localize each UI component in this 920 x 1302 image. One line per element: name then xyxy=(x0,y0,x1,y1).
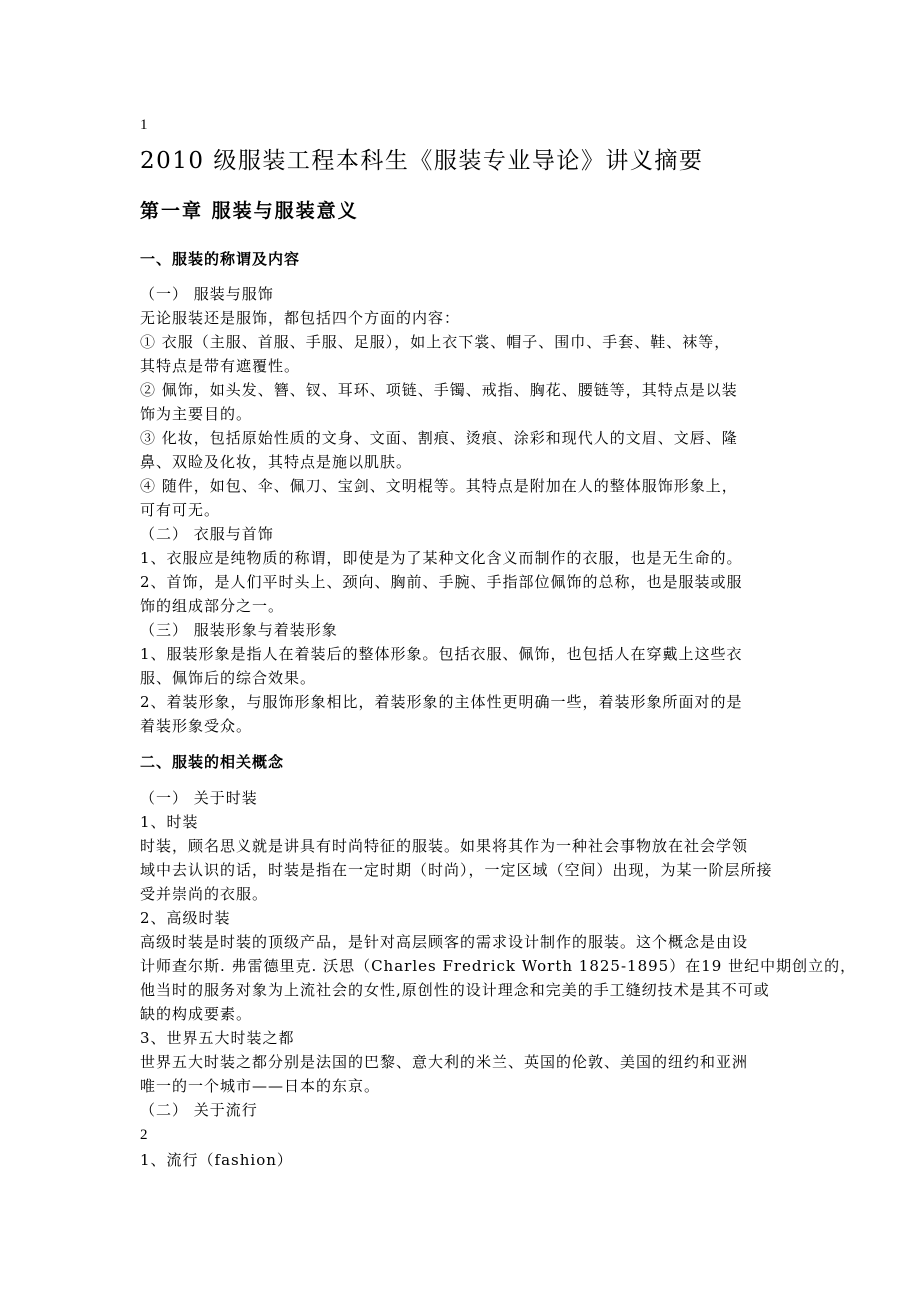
paragraph-line: 域中去认识的话，时装是指在一定时期（时尚），一定区域（空间）出现，为某一阶层所接 xyxy=(140,861,773,879)
paragraph-line: 时装，顾名思义就是讲具有时尚特征的服装。如果将其作为一种社会事物放在社会学领 xyxy=(140,837,749,855)
paragraph-line: 饰为主要目的。 xyxy=(140,405,253,423)
paragraph-line: 2、首饰，是人们平时头上、颈向、胸前、手腕、手指部位佩饰的总称，也是服装或服 xyxy=(140,573,743,591)
paragraph-line: 高级时装是时装的顶级产品，是针对高层顾客的需求设计制作的服装。这个概念是由设 xyxy=(140,933,749,951)
paragraph-line: 着装形象受众。 xyxy=(140,717,253,735)
subsection-heading: （二） 关于流行 xyxy=(140,1101,258,1119)
section-heading: 二、服装的相关概念 xyxy=(140,753,285,771)
document-title: 2010 级服装工程本科生《服装专业导论》讲义摘要 xyxy=(140,148,704,174)
paragraph-line: 饰的组成部分之一。 xyxy=(140,597,285,615)
paragraph-line: 缺的构成要素。 xyxy=(140,1005,253,1023)
paragraph-line: 唯一的一个城市——日本的东京。 xyxy=(140,1077,381,1095)
page-number: 2 xyxy=(140,1127,148,1143)
paragraph-line: ③ 化妆，包括原始性质的文身、文面、割痕、烫痕、涂彩和现代人的文眉、文唇、隆 xyxy=(140,429,738,447)
paragraph-line: 无论服装还是服饰，都包括四个方面的内容： xyxy=(140,309,461,327)
paragraph-line: ① 衣服（主服、首服、手服、足服），如上衣下裳、帽子、围巾、手套、鞋、袜等， xyxy=(140,333,731,351)
paragraph-line: ④ 随件，如包、伞、佩刀、宝剑、文明棍等。其特点是附加在人的整体服饰形象上， xyxy=(140,477,738,495)
paragraph-line: 3、世界五大时装之都 xyxy=(140,1029,295,1047)
paragraph-line: 计师查尔斯. 弗雷德里克. 沃思（Charles Fredrick Worth 1825-1895）在19 世纪中期创立的， xyxy=(140,957,857,975)
paragraph-line: 1、服装形象是指人在着装后的整体形象。包括衣服、佩饰，也包括人在穿戴上这些衣 xyxy=(140,645,743,663)
paragraph-line: 2、高级时装 xyxy=(140,909,231,927)
paragraph-line: 鼻、双睑及化妆，其特点是施以肌肤。 xyxy=(140,453,413,471)
paragraph-line: 1、流行（fashion） xyxy=(140,1151,293,1169)
subsection-heading: （一） 服装与服饰 xyxy=(140,285,274,303)
paragraph-line: 1、时装 xyxy=(140,813,199,831)
subsection-heading: （二） 衣服与首饰 xyxy=(140,525,274,543)
paragraph-line: ② 佩饰，如头发、簪、钗、耳环、项链、手镯、戒指、胸花、腰链等，其特点是以装 xyxy=(140,381,738,399)
paragraph-line: 2、着装形象，与服饰形象相比，着装形象的主体性更明确一些，着装形象所面对的是 xyxy=(140,693,743,711)
paragraph-line: 服、佩饰后的综合效果。 xyxy=(140,669,317,687)
paragraph-line: 1、衣服应是纯物质的称谓，即使是为了某种文化含义而制作的衣服，也是无生命的。 xyxy=(140,549,743,567)
page-number: 1 xyxy=(140,117,148,133)
section-heading: 一、服装的称谓及内容 xyxy=(140,250,301,268)
paragraph-line: 世界五大时装之都分别是法国的巴黎、意大利的米兰、英国的伦敦、美国的纽约和亚洲 xyxy=(140,1053,749,1071)
paragraph-line: 其特点是带有遮覆性。 xyxy=(140,357,301,375)
paragraph-line: 受并崇尚的衣服。 xyxy=(140,885,269,903)
chapter-heading: 第一章 服装与服装意义 xyxy=(140,200,359,222)
subsection-heading: （一） 关于时装 xyxy=(140,789,258,807)
paragraph-line: 可有可无。 xyxy=(140,501,221,519)
subsection-heading: （三） 服装形象与着装形象 xyxy=(140,621,338,639)
paragraph-line: 他当时的服务对象为上流社会的女性,原创性的设计理念和完美的手工缝纫技术是其不可或 xyxy=(140,981,770,999)
